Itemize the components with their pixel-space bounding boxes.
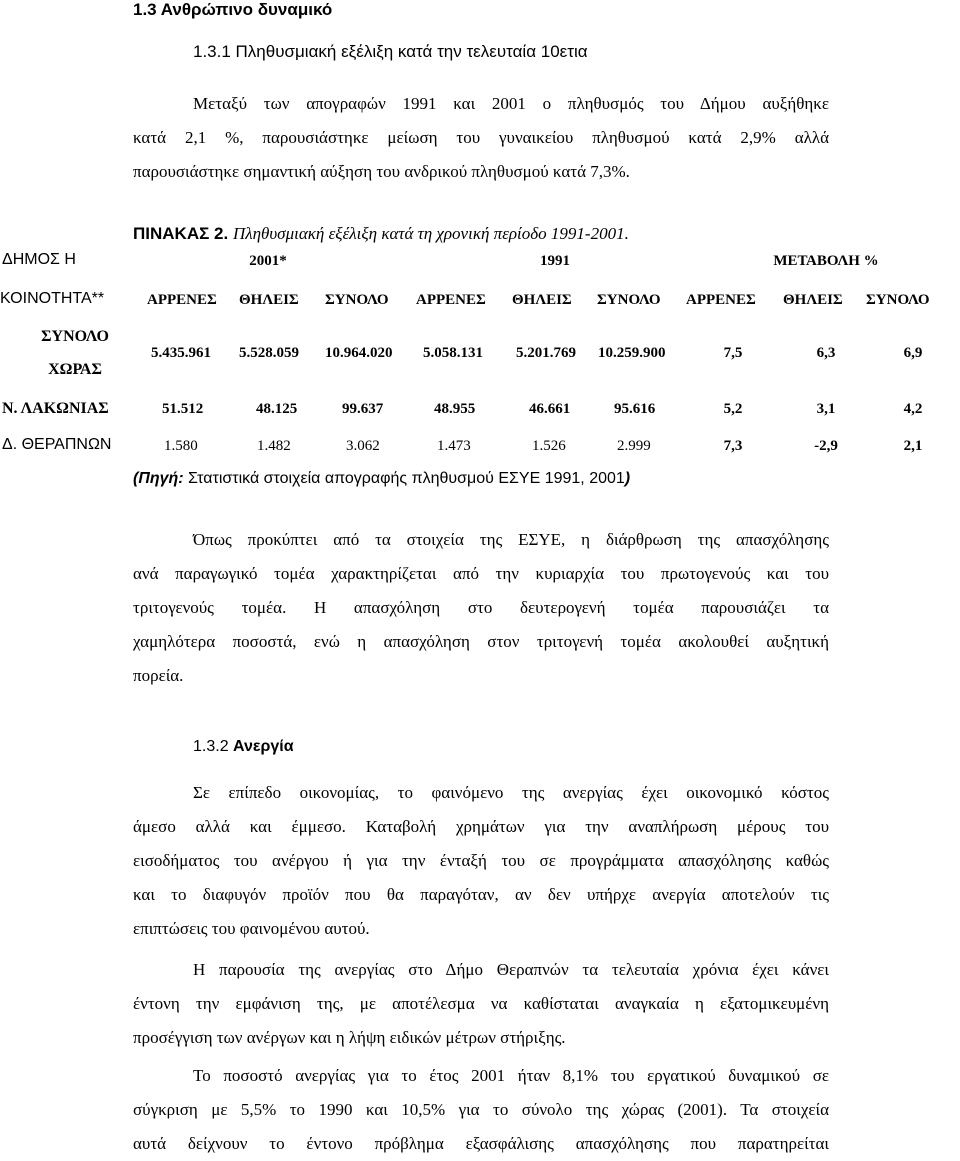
table-cell: 6,3	[816, 345, 836, 361]
intro-line: παρουσιάστηκε σημαντική αύξηση του ανδρικού πληθυσμού κατά 7,3%.	[133, 162, 630, 181]
table-cell: 10.259.900	[598, 345, 666, 361]
table-cell: 3.062	[346, 438, 380, 454]
table-cell: 10.964.020	[325, 345, 393, 361]
subsection-unemployment-title	[193, 738, 294, 756]
paragraph-line: και το διαφυγόν προϊόν που θα παραγόταν, αν δεν υπήρχε ανεργία αποτελούν τις	[133, 885, 829, 904]
paragraph-line: άμεσο αλλά και έμμεσο. Καταβολή χρημάτων για την αναπλήρωση μέρους του	[133, 817, 829, 836]
row-name: ΧΩΡΑΣ	[48, 361, 102, 378]
column-header: ΣΥΝΟΛΟ	[866, 292, 930, 308]
source-text: Στατιστικά στοιχεία απογραφής πληθυσμού ΕΣΥΕ 1991, 2001	[183, 470, 625, 487]
paragraph-line: τριτογενούς τομέα. Η απασχόληση στο δευτερογενή τομέα παρουσιάζει τα	[133, 598, 829, 617]
paragraph-line: έντονη την εμφάνιση της, με αποτέλεσμα να καθίσταται αναγκαία η εξατομικευμένη	[133, 994, 829, 1013]
table-cell: 5.058.131	[423, 345, 483, 361]
table-cell: 5,2	[723, 401, 743, 417]
column-header: ΑΡΡΕΝΕΣ	[147, 292, 217, 308]
row-header-label: ΔΗΜΟΣ Η	[2, 251, 76, 268]
paragraph-line: Η παρουσία της ανεργίας στο Δήμο Θεραπνών τα τελευταία χρόνια έχει κάνει	[193, 960, 829, 979]
table-source	[133, 470, 630, 488]
table-cell: 46.661	[529, 401, 571, 417]
paragraph-line: εισοδήματος του ανέργου ή για την ένταξή του σε προγράμματα απασχόλησης καθώς	[133, 851, 829, 870]
paragraph-line: ανά παραγωγικό τομέα χαρακτηρίζεται από την κυριαρχία του πρωτογενούς και του	[133, 564, 829, 583]
column-header: ΣΥΝΟΛΟ	[325, 292, 389, 308]
unemployment-cost-paragraph	[133, 776, 829, 946]
group-header-1991: 1991	[540, 253, 570, 269]
table-cell: 7,3	[723, 438, 743, 454]
table-caption-text: Πληθυσμιακή εξέλιξη κατά τη χρονική περίοδο 1991-2001.	[232, 224, 629, 243]
table-cell: 6,9	[903, 345, 923, 361]
source-close: )	[624, 470, 631, 487]
intro-line: κατά 2,1 %, παρουσιάστηκε μείωση του γυναικείου πληθυσμού κατά 2,9% αλλά	[133, 128, 829, 147]
unemployment-rate-paragraph	[133, 1059, 829, 1161]
employment-paragraph	[133, 523, 829, 693]
paragraph-line: σύγκριση με 5,5% το 1990 και 10,5% για το σύνολο της χώρας (2001). Τα στοιχεία	[133, 1100, 829, 1119]
paragraph-line: πορεία.	[133, 666, 184, 685]
table-cell: 1.580	[164, 438, 198, 454]
table-cell: 1.526	[532, 438, 566, 454]
table-cell: 1.473	[437, 438, 471, 454]
row-name: Δ. ΘΕΡΑΠΝΩΝ	[2, 436, 112, 453]
paragraph-line: επιπτώσεις του φαινομένου αυτού.	[133, 919, 370, 938]
column-header: ΘΗΛΕΙΣ	[512, 292, 572, 308]
column-header: ΑΡΡΕΝΕΣ	[416, 292, 486, 308]
source-label: Πηγή:	[138, 470, 184, 487]
row-name: ΣΥΝΟΛΟ	[41, 328, 109, 345]
table-cell: 48.955	[434, 401, 476, 417]
section-title: 1.3 Ανθρώπινο δυναμικό	[133, 0, 333, 19]
paragraph-line: Όπως προκύπτει από τα στοιχεία της ΕΣΥΕ, η διάρθρωση της απασχόλησης	[193, 530, 829, 549]
paragraph-line: Το ποσοστό ανεργίας για το έτος 2001 ήταν 8,1% του εργατικού δυναμικού σε	[193, 1066, 829, 1085]
column-header: ΣΥΝΟΛΟ	[597, 292, 661, 308]
table-cell: 2,1	[903, 438, 923, 454]
unemployment-presence-paragraph	[133, 953, 829, 1055]
intro-line: Μεταξύ των απογραφών 1991 και 2001 ο πληθυσμός του Δήμου αυξήθηκε	[193, 94, 829, 113]
row-name: Ν. ΛΑΚΩΝΙΑΣ	[2, 400, 109, 417]
table-cell: 1.482	[257, 438, 291, 454]
intro-paragraph	[133, 87, 829, 189]
column-header: ΘΗΛΕΙΣ	[239, 292, 299, 308]
table-cell: 5.528.059	[239, 345, 299, 361]
table-cell: 7,5	[723, 345, 743, 361]
group-header-change: ΜΕΤΑΒΟΛΗ %	[773, 253, 879, 269]
column-header: ΑΡΡΕΝΕΣ	[686, 292, 756, 308]
table-cell: -2,9	[814, 438, 838, 454]
table-cell: 2.999	[617, 438, 651, 454]
table-cell: 5.201.769	[516, 345, 576, 361]
subsection-title: 1.3.1 Πληθυσμιακή εξέλιξη κατά την τελευταία 10ετια	[193, 42, 588, 61]
paragraph-line: χαμηλότερα ποσοστά, ενώ η απασχόληση στον τριτογενή τομέα ακολουθεί αυξητική	[133, 632, 829, 651]
table-cell: 3,1	[816, 401, 836, 417]
table-cell: 95.616	[614, 401, 656, 417]
group-header-2001: 2001*	[249, 253, 287, 269]
table-cell: 51.512	[162, 401, 204, 417]
paragraph-line: προσέγγιση των ανέργων και η λήψη ειδικών μέτρων στήριξης.	[133, 1028, 566, 1047]
table-cell: 5.435.961	[151, 345, 211, 361]
table-cell: 48.125	[256, 401, 298, 417]
subsection-number: 1.3.2	[193, 738, 229, 755]
row-header-label: ΚΟΙΝΟΤΗΤΑ**	[0, 290, 105, 307]
table-caption	[133, 224, 629, 244]
paragraph-line: αυτά δείχνουν το έντονο πρόβλημα εξασφάλισης απασχόλησης που παρατηρείται	[133, 1134, 829, 1153]
table-cell: 4,2	[903, 401, 923, 417]
paragraph-line: Σε επίπεδο οικονομίας, το φαινόμενο της ανεργίας έχει οικονομικό κόστος	[193, 783, 829, 802]
source-open: (	[133, 470, 139, 487]
table-cell: 99.637	[342, 401, 384, 417]
table-caption-label: ΠΙΝΑΚΑΣ 2.	[133, 224, 229, 243]
column-header: ΘΗΛΕΙΣ	[783, 292, 843, 308]
subsection-name: Ανεργία	[233, 738, 294, 755]
